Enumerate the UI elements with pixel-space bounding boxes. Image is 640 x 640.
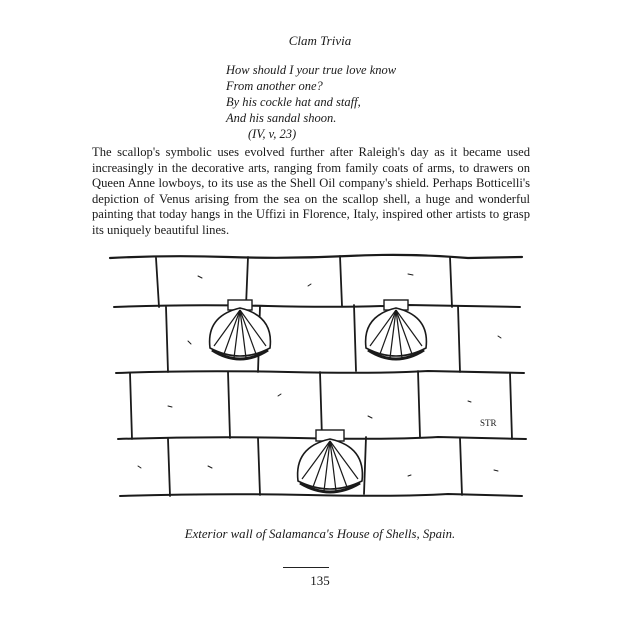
running-head: Clam Trivia bbox=[288, 33, 352, 48]
scallop-shell-drawing bbox=[210, 300, 271, 359]
wall-illustration bbox=[108, 246, 528, 504]
poem-line: How should I your true love know bbox=[226, 63, 397, 77]
poem-line: From another one? bbox=[226, 79, 323, 93]
page-number: 135 bbox=[310, 573, 330, 588]
page-number-rule bbox=[283, 567, 329, 568]
stone-wall-drawing bbox=[108, 246, 528, 504]
poem-citation: (IV, v, 23) bbox=[248, 127, 297, 141]
artist-signature: STR bbox=[480, 418, 497, 428]
figure-caption: Exterior wall of Salamanca's House of Shells, Spain. bbox=[184, 527, 456, 541]
poem-line: By his cockle hat and staff, bbox=[226, 95, 361, 109]
poem-line: And his sandal shoon. bbox=[226, 111, 337, 125]
body-paragraph: The scallop's symbolic uses evolved further after Raleigh's day as it became used increasingly in the decorative arts, ranging from family coats of arms, to drawers on Queen Anne lowboys, to its use as the Shell Oil company's shield. Perhaps Botticelli's depiction of Venus arising from the sea on the scallop shell, a huge and wonderful painting that today hangs in the Uffizi in Florence, Italy, inspired other artists to grasp its uniquely beautiful lines. bbox=[92, 145, 530, 237]
poem-epigraph bbox=[226, 62, 486, 142]
scallop-shell-drawing bbox=[366, 300, 427, 359]
